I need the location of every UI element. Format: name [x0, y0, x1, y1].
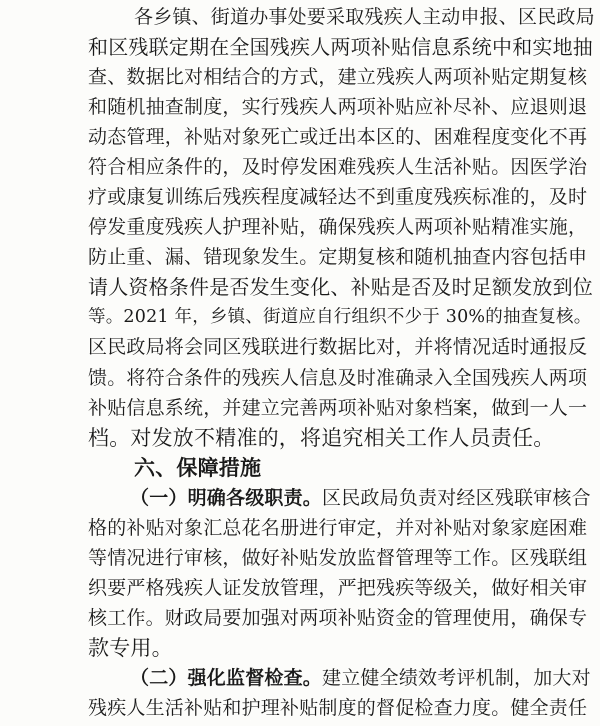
paragraph-line: 格的补贴对象汇总花名册进行审定，并对补贴对象家庭困难: [88, 517, 588, 539]
item-title: （二）强化监督检查。: [130, 667, 323, 689]
paragraph-line: 等。2021 年，乡镇、街道应自行组织不少于 30%的抽查复核。: [88, 307, 592, 327]
paragraph-line: 款专用。: [88, 636, 173, 660]
paragraph-line: 和区残联定期在全国残疾人两项补贴信息系统中和实地抽: [88, 35, 593, 59]
paragraph-line: 档。对发放不精准的，将追究相关工作人员责任。: [88, 426, 555, 450]
item-text: 区民政局负责对经区残联审核合: [322, 487, 591, 509]
paragraph-line: 查、数据比对相结合的方式，建立残疾人两项补贴定期复核: [88, 66, 588, 88]
paragraph-line: 符合相应条件的，及时停发困难残疾人生活补贴。因医学治: [88, 156, 588, 178]
paragraph-line: 请人资格条件是否发生变化、补贴是否及时足额发放到位: [88, 275, 593, 299]
paragraph-line: 残疾人生活补贴和护理补贴制度的督促检查力度。健全责任: [88, 697, 588, 719]
paragraph-line: 停发重度残疾人护理补贴，确保残疾人两项补贴精准实施，: [88, 216, 588, 238]
item-text: 建立健全绩效考评机制，加大对: [322, 667, 591, 689]
item-first-line: [130, 666, 591, 690]
item-first-line: [130, 486, 591, 510]
paragraph-line: 补贴信息系统，并建立完善两项补贴对象档案，做到一人一: [88, 397, 588, 419]
paragraph-line: 防止重、漏、错现象发生。定期复核和随机抽查内容包括申: [88, 246, 588, 268]
paragraph-line: 等情况进行审核，做好补贴发放监督管理等工作。区残联组: [88, 547, 588, 569]
paragraph-line: 和随机抽查制度，实行残疾人两项补贴应补尽补、应退则退: [88, 96, 588, 118]
item-title: （一）明确各级职责。: [130, 487, 323, 509]
paragraph-line: 疗或康复训练后残疾程度减轻达不到重度残疾标准的，及时: [88, 186, 588, 208]
section-heading: 六、保障措施: [134, 456, 262, 480]
paragraph-line: 动态管理，补贴对象死亡或迁出本区的、困难程度变化不再: [88, 126, 588, 148]
paragraph-line: 织要严格残疾人证发放管理，严把残疾等级关，做好相关审: [88, 577, 588, 599]
paragraph-line: 馈。将符合条件的残疾人信息及时准确录入全国残疾人两项: [88, 367, 588, 389]
paragraph-line: 各乡镇、街道办事处要采取残疾人主动申报、区民政局: [134, 6, 595, 28]
paragraph-line: 核工作。财政局要加强对两项补贴资金的管理使用，确保专: [88, 607, 588, 629]
paragraph-line: 区民政局将会同区残联进行数据比对，并将情况适时通报反: [88, 336, 588, 358]
